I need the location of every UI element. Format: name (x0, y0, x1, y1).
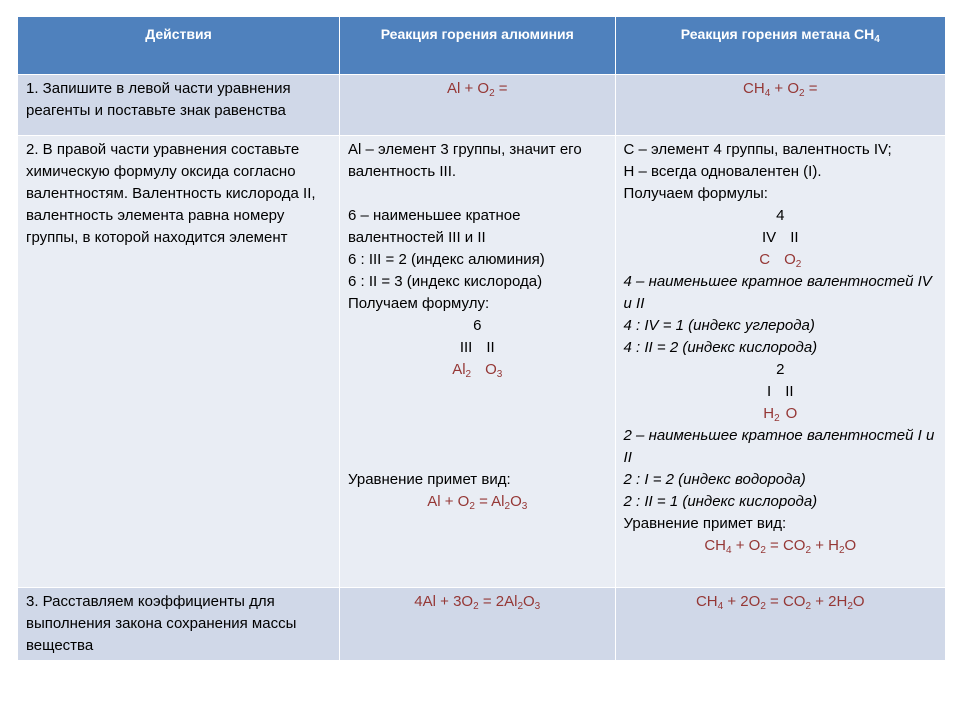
al-line-3: 6 : III = 2 (индекс алюминия) (348, 251, 545, 268)
row1-al-eq-sub: 2 (489, 88, 495, 99)
row1-ch-eq-end: = (804, 80, 818, 97)
ch-italic-4: 2 – наименьшее кратное валентностей I и II (623, 427, 935, 466)
al-eq-sub1: 2 (469, 501, 475, 512)
al-equation (348, 491, 607, 513)
row1-ch-eq-sub2: 2 (799, 88, 805, 99)
row3-al-b: = 2Al (478, 593, 518, 610)
row1-action (18, 75, 340, 136)
row3-al-sub2: 2 (517, 601, 523, 612)
al-line-5: Получаем формулу: (348, 295, 490, 312)
header-actions (18, 17, 340, 75)
ch-val1-a: IV (762, 229, 777, 246)
al-valences (348, 337, 607, 359)
ch-f1-el2: O (784, 251, 796, 268)
row3-action (18, 588, 340, 661)
header-methane (615, 17, 945, 75)
ch-valences-2 (624, 381, 937, 403)
al-eq-b: = Al (474, 493, 505, 510)
al-eq-label: Уравнение примет вид: (348, 471, 511, 488)
al-line-1: Al – элемент 3 группы, значит его валентность III. (348, 141, 582, 180)
ch-f1-sub2: 2 (795, 259, 802, 270)
ch-eq-sub2: 2 (760, 545, 766, 556)
row1-al-eq-end: = (494, 80, 508, 97)
header-aluminium (340, 17, 616, 75)
row3-ch-sub2: 2 (760, 601, 766, 612)
row3-methane (615, 588, 945, 661)
al-val-b: II (486, 339, 495, 356)
row3-ch-e: O (852, 593, 865, 610)
al-formula-el1: Al (452, 361, 466, 378)
row2-action (18, 136, 340, 588)
al-eq-sub3: 3 (521, 501, 528, 512)
ch-eq-e: O (844, 537, 857, 554)
ch-italic-2: 4 : IV = 1 (индекс углерода) (623, 317, 815, 334)
row1-al-eq: Al + O (446, 80, 490, 97)
row3-ch-b: + 2O (723, 593, 761, 610)
row3-al-sub3: 3 (534, 601, 541, 612)
row1-ch-eq-mid: + O (770, 80, 800, 97)
ch-eq-d: + H (811, 537, 839, 554)
ch-eq-sub3: 2 (805, 545, 812, 556)
ch-formula-h2o (624, 403, 937, 425)
al-eq-sub2: 2 (504, 501, 511, 512)
ch-lcm-1: 4 (776, 207, 785, 224)
row1-ch-eq: CH (743, 80, 765, 97)
row3-ch-a: CH (695, 593, 718, 610)
ch-equation (624, 535, 937, 557)
al-formula-sub1: 2 (465, 369, 472, 380)
row3-action-text: 3. Расставляем коэффициенты для выполнения закона сохранения массы вещества (26, 593, 297, 654)
ch-val2-b: II (785, 383, 794, 400)
header-aluminium-label: Реакция горения алюминия (380, 26, 574, 42)
row3-ch-sub1: 4 (717, 601, 724, 612)
al-oxide-formula (348, 359, 607, 381)
ch-f2-sub1: 2 (774, 413, 780, 424)
ch-val1-b: II (790, 229, 799, 246)
ch-italic-1: 4 – наименьшее кратное валентностей IV и II (623, 273, 932, 312)
ch-eq-label: Уравнение примет вид: (623, 515, 787, 532)
ch-line-2: H – всегда одновалентен (I). (623, 163, 822, 180)
ch-italic-5: 2 : I = 2 (индекс водорода) (623, 471, 806, 488)
row2-methane (615, 136, 945, 588)
row1-methane (615, 75, 945, 136)
row3-aluminium (340, 588, 616, 661)
ch-lcm-2: 2 (776, 361, 785, 378)
al-eq-c: O (510, 493, 522, 510)
table-row-2 (18, 136, 946, 588)
ch-italic-3: 4 : II = 2 (индекс кислорода) (623, 339, 818, 356)
table-row-3 (18, 588, 946, 661)
al-lcm: 6 (473, 317, 482, 334)
table-row-1 (18, 75, 946, 136)
al-eq-a: Al + O (427, 493, 470, 510)
ch-eq-sub4: 2 (838, 545, 845, 556)
row3-al-a: 4Al + 3O (414, 593, 474, 610)
ch-italic-6: 2 : II = 1 (индекс кислорода) (623, 493, 818, 510)
row3-al-sub1: 2 (473, 601, 479, 612)
row3-al-c: O (523, 593, 535, 610)
row1-action-text: 1. Запишите в левой части уравнения реагенты и поставьте знак равенства (26, 80, 291, 119)
al-line-4: 6 : II = 3 (индекс кислорода) (348, 273, 543, 290)
ch-eq-b: + O (731, 537, 761, 554)
row3-ch-sub3: 2 (805, 601, 812, 612)
row3-ch-c: = CO (765, 593, 806, 610)
ch-formula-co2 (624, 249, 937, 271)
ch-valences-1 (624, 227, 937, 249)
row3-ch-d: + 2H (811, 593, 848, 610)
ch-f2-el1: H (763, 405, 775, 422)
header-row (18, 17, 946, 75)
row2-aluminium (340, 136, 616, 588)
ch-f1-el1: C (759, 251, 771, 268)
ch-val2-a: I (767, 383, 772, 400)
al-val-a: III (459, 339, 473, 356)
row3-ch-sub4: 2 (847, 601, 853, 612)
ch-eq-sub1: 4 (725, 545, 732, 556)
al-formula-sub2: 3 (496, 369, 503, 380)
ch-line-3: Получаем формулы: (623, 185, 768, 202)
ch-eq-a: CH (704, 537, 726, 554)
row1-aluminium (340, 75, 616, 136)
ch-line-1: C – элемент 4 группы, валентность IV; (623, 141, 892, 158)
header-actions-label: Действия (145, 26, 212, 42)
header-methane-sub: 4 (874, 34, 880, 45)
al-formula-el2: O (485, 361, 497, 378)
ch-eq-c: = CO (765, 537, 806, 554)
header-methane-label: Реакция горения метана CH (680, 26, 875, 42)
row2-action-text: 2. В правой части уравнения составьте химическую формулу оксида согласно валентностям. Валентность кислорода II, валентность элемента равна номеру группы, в которой находится элемент (26, 141, 316, 246)
al-line-2: 6 – наименьшее кратное валентностей III и II (348, 207, 521, 246)
reaction-table (17, 16, 946, 661)
row1-ch-eq-sub1: 4 (764, 88, 771, 99)
ch-f2-el2: O (785, 405, 798, 422)
